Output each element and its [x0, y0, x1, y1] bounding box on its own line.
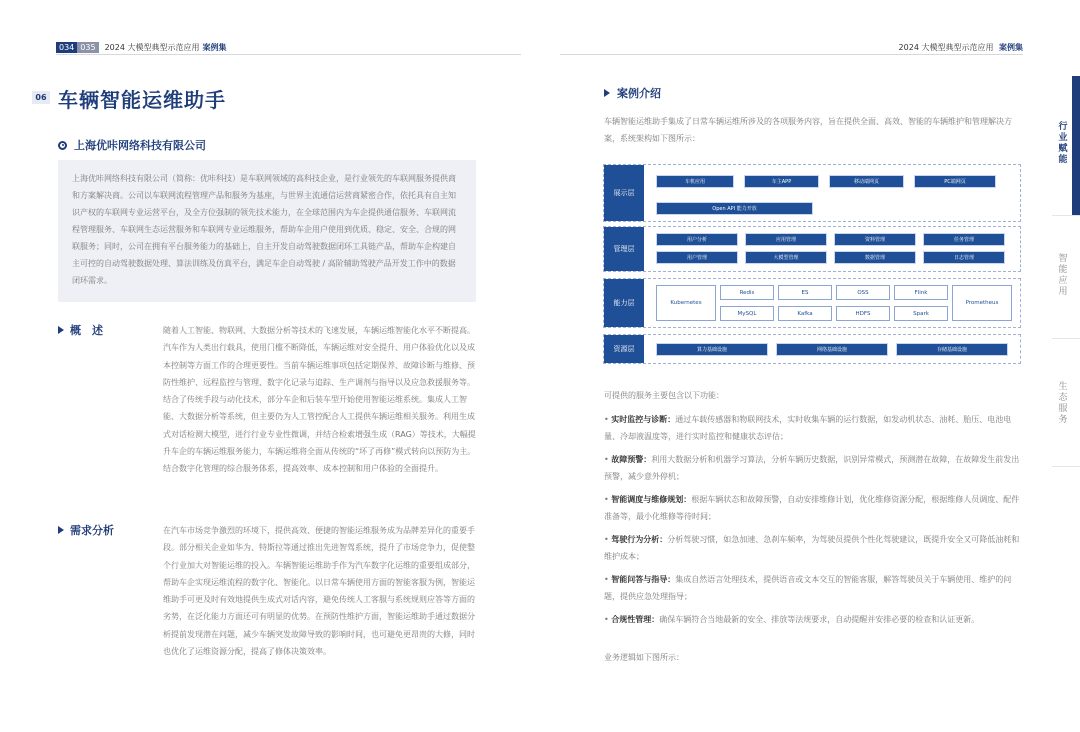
side-tab-industry[interactable]: 行业赋能: [1058, 122, 1068, 165]
side-tab-ecosystem[interactable]: 生态服务: [1058, 382, 1068, 425]
feature-title: 故障预警：: [611, 455, 652, 464]
right-page-number: 035: [77, 42, 98, 53]
triangle-icon: [58, 326, 64, 334]
openapi-box: Open API 能力开放: [656, 202, 813, 215]
active-tab-indicator: [1072, 76, 1080, 215]
arch-box: 任务管理: [923, 233, 1005, 246]
left-header-bold: 案例集: [202, 43, 227, 52]
arch-box: Kubernetes: [656, 285, 716, 321]
case-title: 车辆智能运维助手: [58, 88, 226, 112]
features-list: [604, 411, 1024, 634]
arch-box: 移动端网页: [829, 175, 904, 188]
needs-label: [58, 522, 158, 538]
feature-title: 智能问答与指导：: [611, 575, 676, 584]
arch-box: 用户管理: [656, 251, 738, 264]
feature-text: 根据车辆状态和故障预警，自动安排维修计划，优化维修资源分配，根据维修人员调度、配件准备等，最小化维修等待时间；: [604, 495, 1020, 521]
arch-box: MySQL: [720, 306, 774, 321]
arch-box: 车主APP: [744, 175, 819, 188]
arch-box: 车机应用: [656, 175, 734, 188]
feature-title: 智能调度与维修规划：: [611, 495, 692, 504]
needs-text: 在汽车市场竞争激烈的环境下，提供高效、便捷的智能运维服务成为品牌差异化的重要手段。部分相关企业如华为、特斯拉等通过推出先进智驾系统，提升了市场竞争力，促使整个行业加大对智能运维的投入。车辆智能运维助手作为汽车数字化运维的重要组成部分，帮助车企实现运维流程的数字化、智能化。以日常车辆使用方面的智能客服为例，智能运维助手可更及时有效地提供生成式对话内容，避免传统人工客服与系统规则应答等方面的劣势，在泛化能力方面还可有明显的优势。在预防性维护方面，智能运维助手通过数据分析提前发现潜在问题，减少车辆突发故障导致的影响时间，也可避免更昂贵的大修，同时也优化了运维资源分配，提高了修体决策效率。: [163, 526, 475, 657]
company-heading: [58, 137, 206, 153]
overview-section: [58, 322, 479, 478]
triangle-icon: [58, 526, 64, 534]
layer-label: 管理层: [604, 227, 644, 271]
arch-box: PC端网页: [914, 175, 996, 188]
left-header-text: 2024 大模型典型示范应用: [104, 43, 200, 52]
resource-layer: [603, 334, 1021, 364]
architecture-diagram: [603, 164, 1021, 366]
tab-divider: [1052, 215, 1080, 216]
tab-divider: [1052, 338, 1080, 339]
feature-item: • 智能问答与指导：集成自然语言处理技术，提供语音或文本交互的智能客服，解答驾驶员关于车辆使用、维护的问题，提供应急处理指导；: [604, 575, 1012, 601]
layer-label: 资源层: [604, 335, 644, 363]
feature-item: • 故障预警：利用大数据分析和机器学习算法，分析车辆历史数据，识别异常模式，预测潜在故障，在故障发生前发出预警，减少意外停机；: [604, 455, 1020, 481]
company-intro-box: 上海优咔网络科技有限公司（简称：优咔科技）是车联网领域的高科技企业，是行业领先的车联网服务提供商和方案解决商。公司以车联网流程管理产品和服务为基座，与世界主流通信运营商紧密合作，依托具有自主知识产权的车联网专业运营平台，及全方位强制的领先技术能力，在全球范围内为车企提供通信服务、车联网流程管理服务、车联网生态运营服务和车联网专业运维服务，帮助车企用户使用到优质、稳定、安全、合规的网联服务；同时，公司在拥有平台服务能力的基础上，自主开发自动驾驶数据闭环工具链产品，帮助车企构建自主可控的自动驾驶数据处理、算法训练及仿真平台，满足车企自动驾驶 / 高阶辅助驾驶产品开发工作中的数据闭环需求。: [58, 160, 476, 302]
layer-label: 展示层: [604, 165, 644, 221]
feature-title: 合规性管理：: [611, 615, 660, 624]
arch-box: 应用管理: [745, 233, 827, 246]
arch-box: 用户分析: [656, 233, 738, 246]
case-intro-text: 车辆智能运维助手集成了日常车辆运维所涉及的各项服务内容，旨在提供全面、高效、智能的车辆维护和管理解决方案，系统架构如下图所示：: [604, 117, 1012, 143]
company-name: 上海优咔网络科技有限公司: [74, 139, 206, 152]
feature-item: • 合规性管理：确保车辆符合当地最新的安全、排放等法规要求，自动提醒并安排必要的检查和认证更新。: [604, 615, 980, 624]
case-number-badge: 06: [32, 91, 50, 104]
arch-box: 数据管理: [834, 251, 916, 264]
feature-text: 通过车载传感器和物联网技术，实时收集车辆的运行数据，如发动机状态、油耗、胎压、电池电量、冷却液温度等，进行实时监控和健康状态评估；: [604, 415, 1012, 441]
right-header-text: 2024 大模型典型示范应用: [898, 43, 994, 52]
arch-box: Spark: [894, 306, 948, 321]
arch-box: HDFS: [836, 306, 890, 321]
left-page-header: [56, 42, 226, 53]
case-intro-heading-text: 案例介绍: [617, 87, 661, 100]
features-intro: 可提供的服务主要包含以下功能：: [604, 391, 724, 400]
arch-box: 日志管理: [923, 251, 1005, 264]
layer-label: 能力层: [604, 279, 644, 327]
feature-item: • 智能调度与维修规划：根据车辆状态和故障预警，自动安排维修计划，优化维修资源分配，根据维修人员调度、配件准备等，最小化维修等待时间；: [604, 495, 1020, 521]
case-intro-heading: [604, 85, 661, 101]
feature-item: • 驾驶行为分析：分析驾驶习惯，如急加速、急刹车频率，为驾驶员提供个性化驾驶建议，既提升安全又可降低油耗和维护成本；: [604, 535, 1020, 561]
feature-title: 驾驶行为分析：: [611, 535, 668, 544]
left-header-rule: [56, 54, 521, 55]
feature-text: 利用大数据分析和机器学习算法，分析车辆历史数据，识别异常模式，预测潜在故障，在故障发生前发出预警，减少意外停机；: [604, 455, 1020, 481]
feature-text: 确保车辆符合当地最新的安全、排放等法规要求，自动提醒并安排必要的检查和认证更新。: [659, 615, 980, 624]
triangle-icon: [604, 89, 610, 97]
side-tab-intelligent[interactable]: 智能应用: [1058, 254, 1068, 297]
left-page-number: 034: [56, 42, 77, 53]
arch-box: 资料管理: [834, 233, 916, 246]
target-icon: [58, 141, 67, 150]
feature-text: 分析驾驶习惯，如急加速、急刹车频率，为驾驶员提供个性化驾驶建议，既提升安全又可降低油耗和维护成本；: [604, 535, 1020, 561]
right-header-bold: 案例集: [999, 43, 1023, 52]
display-layer: [603, 164, 1021, 222]
right-header-rule: [560, 54, 1023, 55]
overview-label: [58, 322, 158, 338]
arch-box: Flink: [894, 285, 948, 300]
needs-label-text: 需求分析: [70, 524, 114, 537]
tab-divider: [1052, 466, 1080, 467]
arch-box: 大模型管理: [745, 251, 827, 264]
arch-box: 网络基础设施: [776, 343, 888, 356]
overview-label-text: 概 述: [70, 324, 103, 337]
arch-box: Prometheus: [952, 285, 1012, 321]
management-layer: [603, 226, 1021, 272]
arch-box: 算力基础设施: [656, 343, 768, 356]
arch-box: Redis: [720, 285, 774, 300]
feature-title: 实时监控与诊断：: [611, 415, 676, 424]
right-page-header: [899, 42, 1023, 53]
arch-box: OSS: [836, 285, 890, 300]
arch-box: ES: [778, 285, 832, 300]
flow-intro: 业务逻辑如下图所示：: [604, 653, 684, 662]
arch-box: 存储基础设施: [896, 343, 1008, 356]
feature-text: 集成自然语言处理技术，提供语音或文本交互的智能客服，解答驾驶员关于车辆使用、维护的问题，提供应急处理指导；: [604, 575, 1012, 601]
capability-layer: [603, 278, 1021, 328]
arch-box: Kafka: [778, 306, 832, 321]
needs-section: [58, 522, 479, 660]
overview-text: 随着人工智能、物联网、大数据分析等技术的飞速发展，车辆运维智能化水平不断提高。汽车作为人类出行载具，使用门槛不断降低，车辆运维对安全提升、用户体验优化以及成本控制等方面工作的合理更要性。当前车辆运维事项包括定期保养、故障诊断与维修、预防性维护、远程监控与管理、数字化记录与追踪、生产调剂与指导以及应急救援服务等。结合了传统手段与动化技术，部分车企和后装车型开始使用智能运维系统。集成人工智能、大数据分析等系统，但主要仍为人工管控配合人工提供车辆运维相关服务。利用生成式对话检测大模型，进行行业专业性微调，并结合检索增强生成（RAG）等技术，大幅提升车企的车辆运维服务能力，车辆运维将全面从传统的“坏了再修”模式转向以预防为主。结合数字化管理的综合服务体系，提高效率、成本控制和用户体验的全面提升。: [163, 326, 476, 474]
feature-item: • 实时监控与诊断：通过车载传感器和物联网技术，实时收集车辆的运行数据，如发动机状态、油耗、胎压、电池电量、冷却液温度等，进行实时监控和健康状态评估；: [604, 415, 1012, 441]
